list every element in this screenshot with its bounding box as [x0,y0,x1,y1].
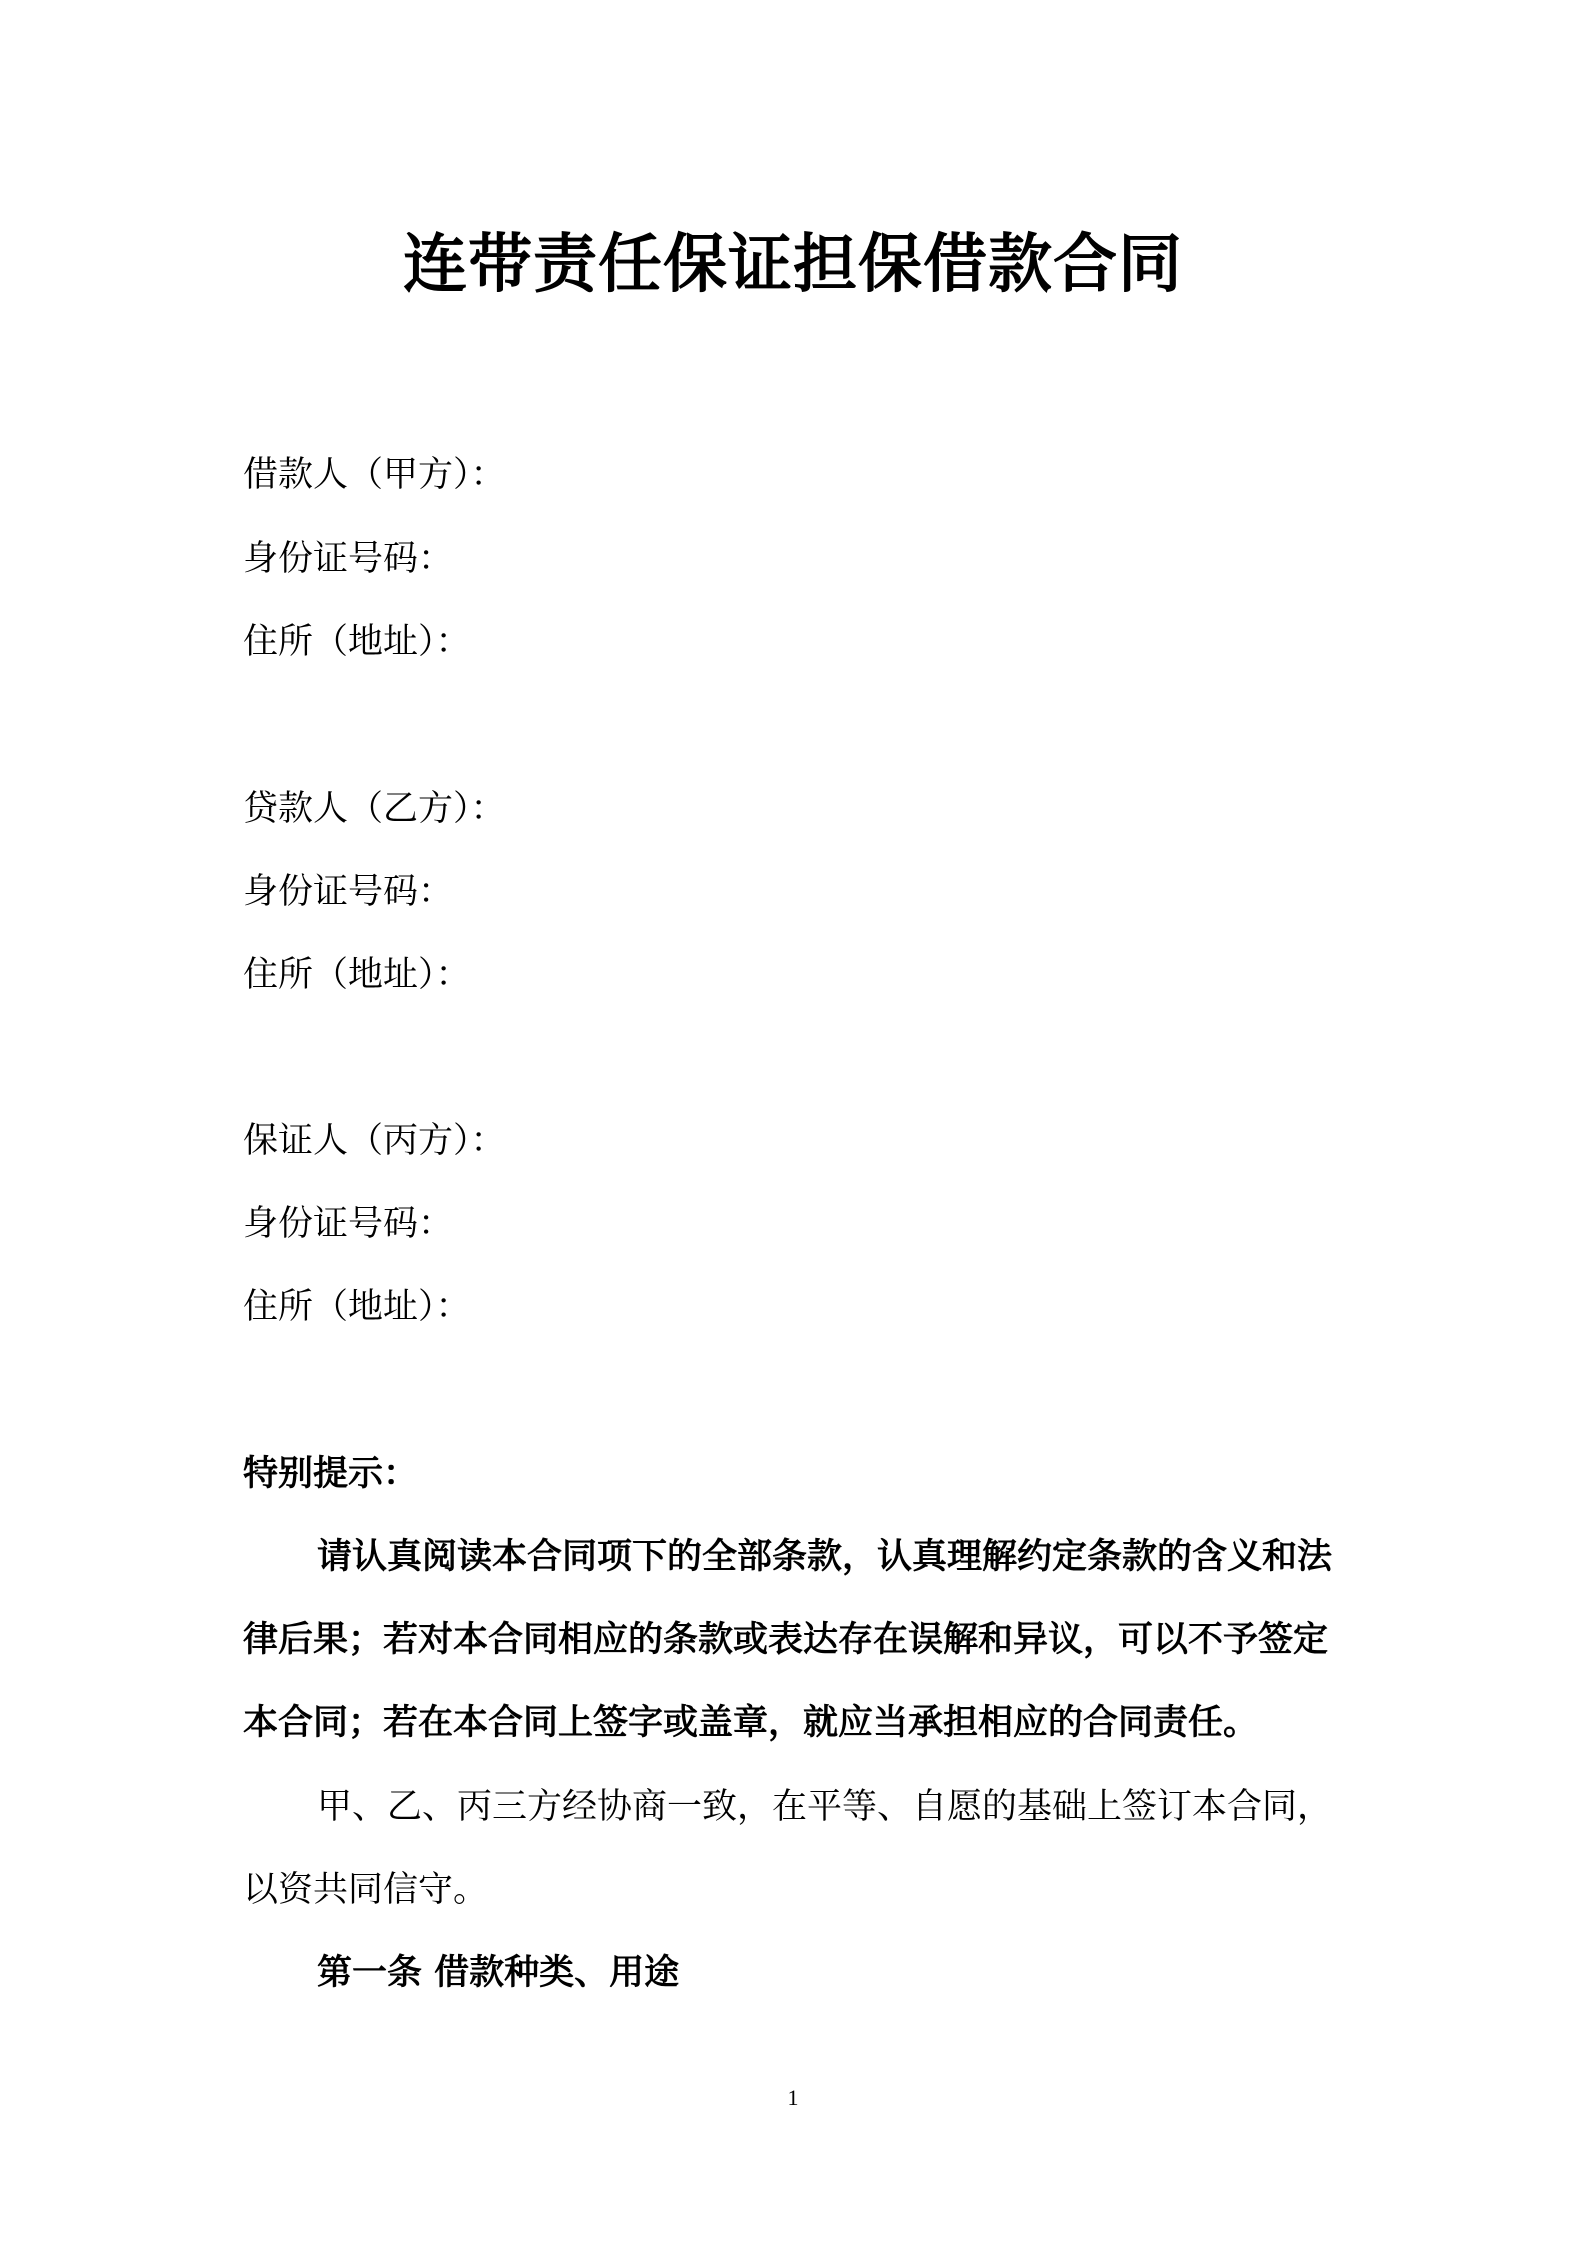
notice-line: 请认真阅读本合同项下的全部条款，认真理解约定条款的含义和法 [317,1537,1333,1577]
guarantor-name-label: 保证人（丙方）： [243,1121,506,1161]
document-title: 连带责任保证担保借款合同 [403,228,1183,302]
notice-heading: 特别提示： [243,1454,419,1494]
lender-address-label: 住所（地址）： [243,955,471,995]
borrower-address-label: 住所（地址）： [243,622,471,662]
borrower-name-label: 借款人（甲方）： [243,455,506,495]
agreement-line: 以资共同信守。 [243,1870,489,1910]
lender-id-label: 身份证号码： [243,872,454,912]
borrower-id-label: 身份证号码： [243,539,454,579]
article-1-heading: 第一条 借款种类、用途 [317,1953,680,1993]
guarantor-address-label: 住所（地址）： [243,1287,471,1327]
notice-line: 本合同；若在本合同上签字或盖章，就应当承担相应的合同责任。 [243,1703,1259,1743]
notice-line: 律后果；若对本合同相应的条款或表达存在误解和异议，可以不予签定 [243,1620,1329,1660]
lender-name-label: 贷款人（乙方）： [243,789,506,829]
page-number: 1 [787,2085,799,2110]
guarantor-id-label: 身份证号码： [243,1204,454,1244]
agreement-line: 甲、乙、丙三方经协商一致，在平等、自愿的基础上签订本合同， [317,1787,1333,1827]
